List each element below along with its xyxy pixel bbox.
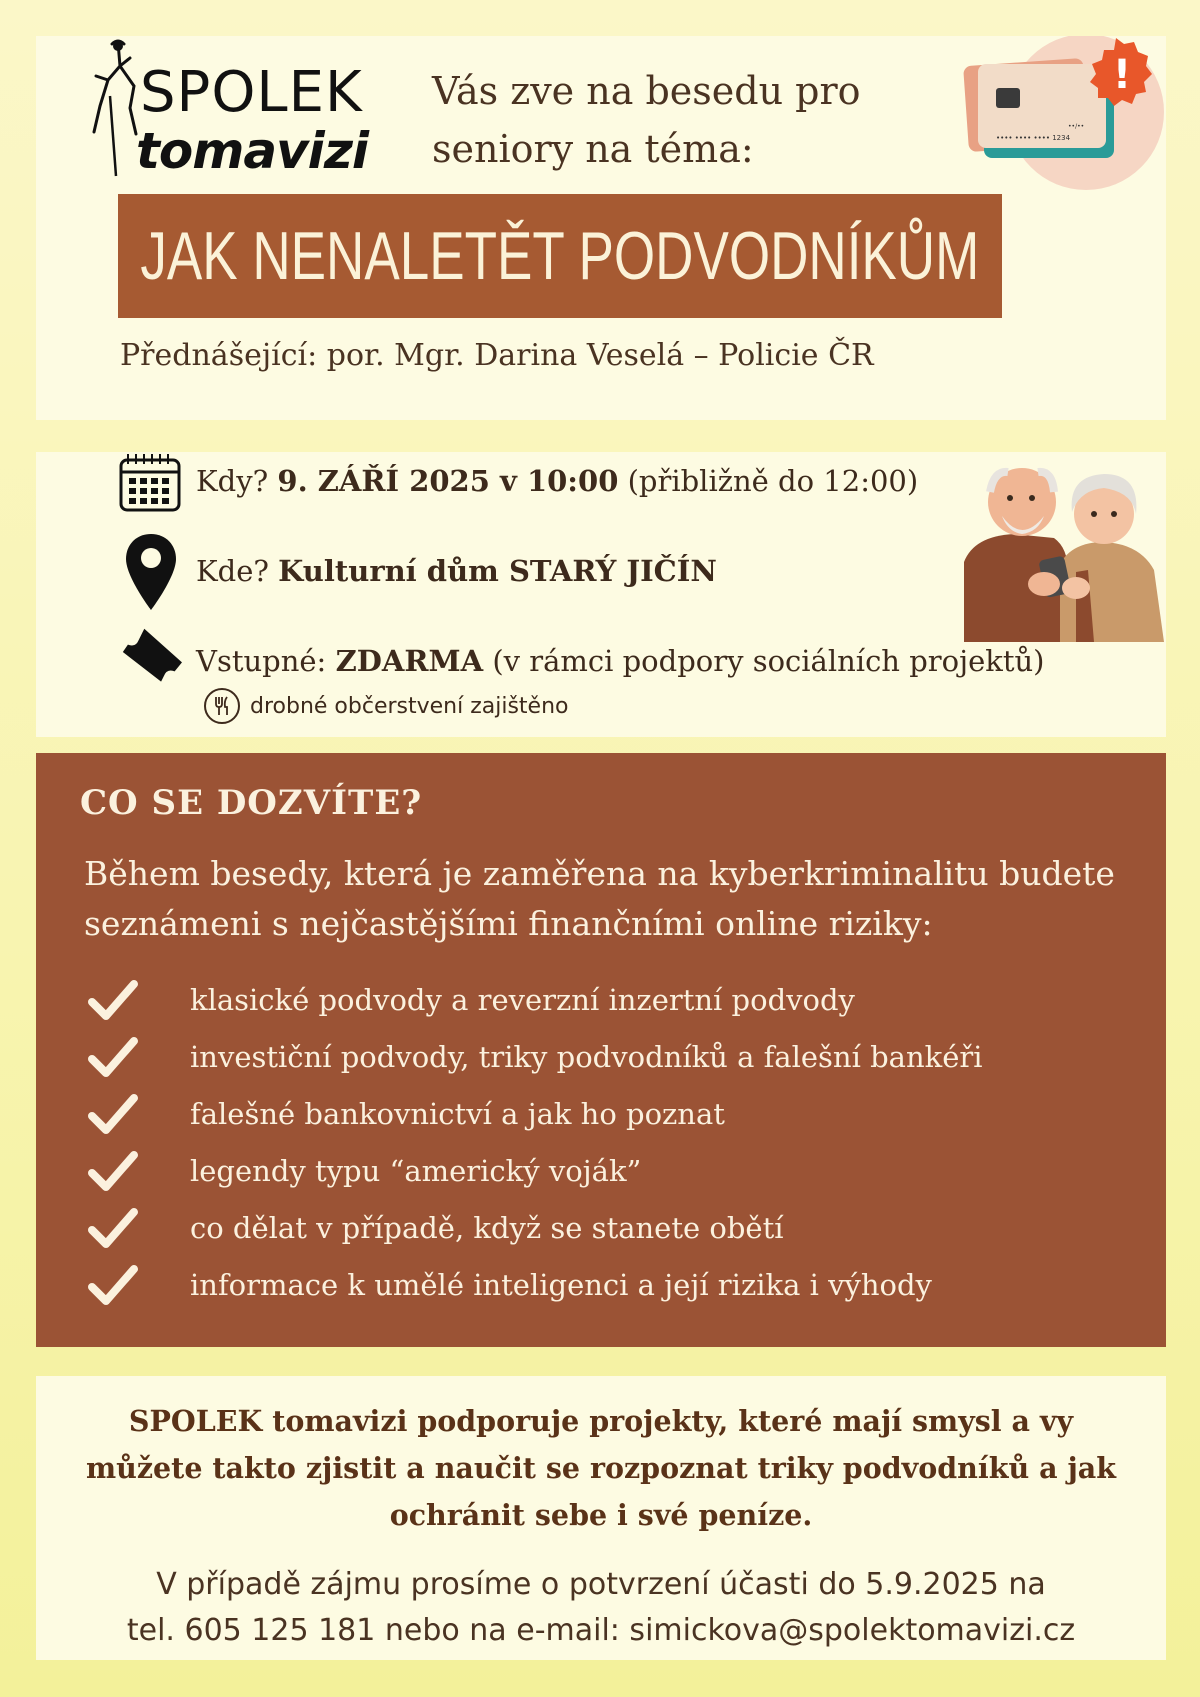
seniors-illustration [964, 452, 1164, 642]
card-expiry: ••/•• [1068, 123, 1085, 130]
header-panel [36, 36, 1166, 420]
logo-spolek-text: SPOLEK [140, 60, 363, 125]
alert-mark: ! [1112, 52, 1132, 98]
topic-text: legendy typu “americký voják” [190, 1153, 642, 1188]
learn-intro: Během besedy, která je zaměřena na kyberkriminalitu budete seznámeni s nejčastějšími finančními online riziky: [84, 854, 1115, 943]
title-banner [118, 194, 1002, 318]
invite-line-1: Vás zve na besedu pro [432, 69, 861, 113]
cutlery-icon [204, 688, 240, 724]
contact-line-2: tel. 605 125 181 nebo na e-mail: simickova@spolektomavizi.cz [126, 1613, 1076, 1648]
topic-text: co dělat v případě, když se stanete obětí [190, 1210, 784, 1245]
checkmark-icon [88, 1206, 138, 1250]
checkmark-icon [88, 1149, 138, 1193]
invite-line-2: seniory na téma: [432, 127, 754, 171]
event-details-panel [36, 452, 1166, 737]
where-value: Kulturní dům STARÝ JIČÍN [278, 554, 717, 588]
list-item [88, 1085, 983, 1142]
event-where [196, 554, 717, 588]
where-label: Kde? [196, 554, 269, 588]
calendar-icon [118, 452, 182, 514]
what-you-learn-panel [36, 753, 1166, 1347]
ticket-icon [118, 628, 184, 692]
checkmark-icon [88, 1092, 138, 1136]
list-item [88, 971, 983, 1028]
learn-heading: CO SE DOZVÍTE? [80, 783, 423, 823]
checkmark-icon [88, 1263, 138, 1307]
invitation-text [432, 62, 932, 178]
when-value: 9. ZÁŘÍ 2025 v 10:00 [277, 464, 619, 498]
page-title: JAK NENALETĚT PODVODNÍKŮM [140, 218, 980, 294]
refreshments-note [204, 688, 569, 724]
speaker-line: Přednášející: por. Mgr. Darina Veselá – Policie ČR [120, 338, 874, 373]
topic-text: informace k umělé inteligenci a její rizika i výhody [190, 1267, 932, 1302]
list-item [88, 1028, 983, 1085]
credit-card-alert-icon [956, 36, 1166, 196]
topics-list [88, 971, 983, 1313]
event-fee [196, 644, 1044, 678]
card-digits: •••• •••• •••• 1234 [996, 134, 1071, 142]
footer-statement: SPOLEK tomavizi podporuje projekty, které mají smysl a vy můžete takto zjistit a naučit se rozpoznat triky podvodníků a jak ochránit sebe i své peníze. [85, 1404, 1117, 1532]
when-label: Kdy? [196, 464, 269, 498]
spolek-tomavizi-logo [90, 36, 370, 186]
list-item [88, 1142, 983, 1199]
contact-info [56, 1562, 1146, 1654]
list-item [88, 1199, 983, 1256]
fee-note: (v rámci podpory sociálních projektů) [492, 644, 1045, 678]
logo-tomavizi-text: tomavizi [136, 122, 369, 180]
refreshments-text: drobné občerstvení zajištěno [250, 693, 569, 719]
checkmark-icon [88, 1035, 138, 1079]
checkmark-icon [88, 978, 138, 1022]
contact-line-1: V případě zájmu prosíme o potvrzení účasti do 5.9.2025 na [156, 1567, 1046, 1602]
topic-text: klasické podvody a reverzní inzertní podvody [190, 982, 855, 1017]
fee-value: ZDARMA [335, 644, 484, 678]
footer-panel [36, 1376, 1166, 1660]
topic-text: investiční podvody, triky podvodníků a falešní bankéři [190, 1039, 983, 1074]
event-when [196, 464, 918, 498]
location-pin-icon [124, 532, 178, 612]
list-item [88, 1256, 983, 1313]
fee-label: Vstupné: [196, 644, 327, 678]
topic-text: falešné bankovnictví a jak ho poznat [190, 1096, 725, 1131]
when-note: (přibližně do 12:00) [627, 464, 919, 498]
